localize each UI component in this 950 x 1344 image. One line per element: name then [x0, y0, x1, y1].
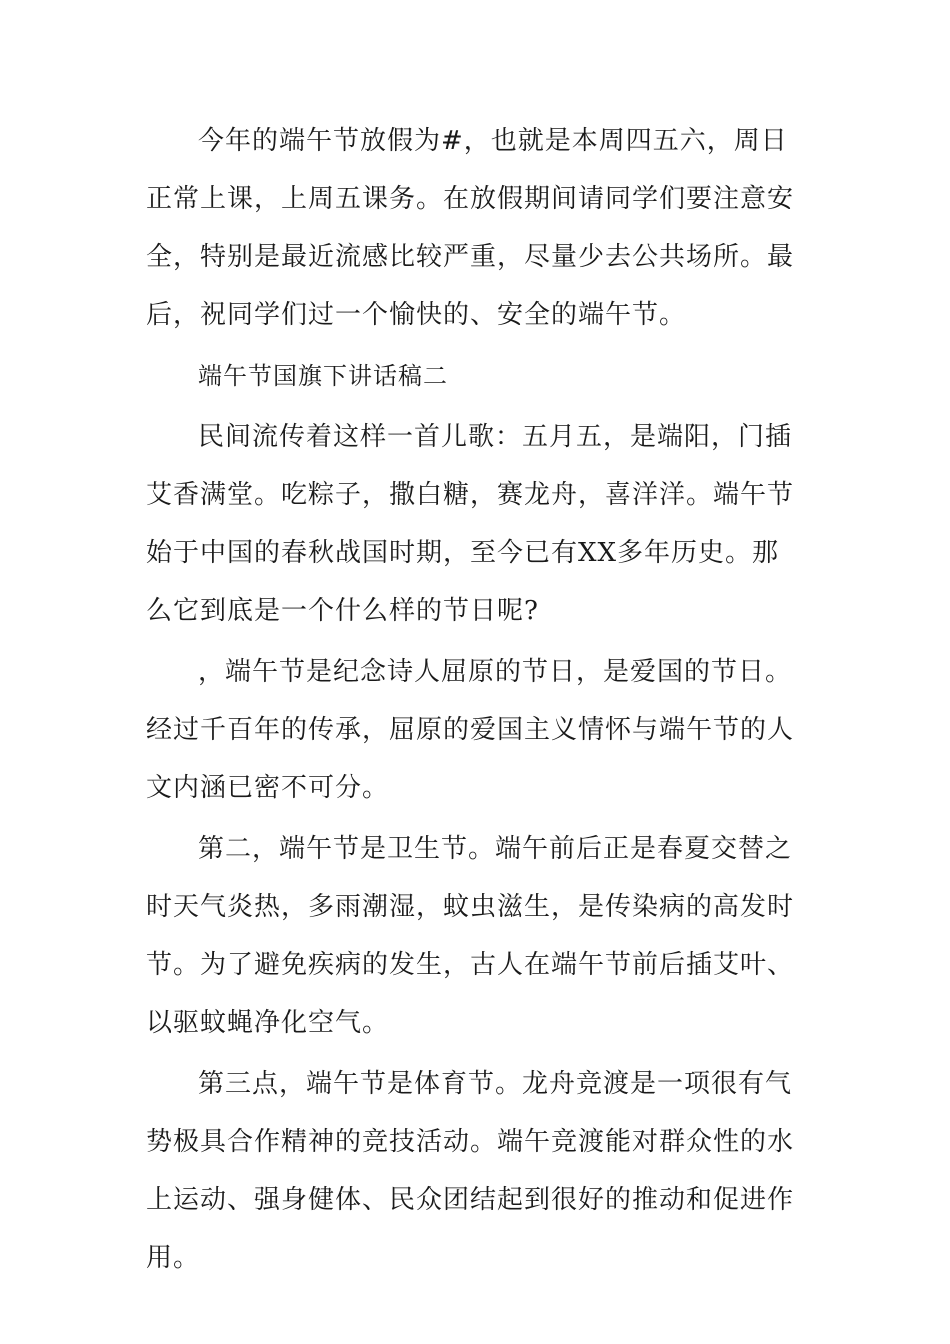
paragraph-patriotic-festival: ，端午节是纪念诗人屈原的节日，是爱国的节日。经过千百年的传承，屈原的爱国主义情怀与端午节的人文内涵已密不可分。: [146, 657, 795, 803]
paragraph-folk-song: 民间流传着这样一首儿歌：五月五，是端阳，门插艾香满堂。吃粽子，撒白糖，赛龙舟，喜洋洋。端午节始于中国的春秋战国时期，至今已有XX多年历史。那么它到底是一个什么样的节日呢?: [146, 422, 795, 626]
section-heading-speech-two: 端午节国旗下讲话稿二: [198, 362, 448, 390]
paragraph-holiday-notice: 今年的端午节放假为#，也就是本周四五六，周日正常上课，上周五课务。在放假期间请同学们要注意安全，特别是最近流感比较严重，尽量少去公共场所。最后，祝同学们过一个愉快的、安全的端午节。: [146, 126, 795, 330]
paragraph-hygiene-festival: 第二，端午节是卫生节。端午前后正是春夏交替之时天气炎热，多雨潮湿，蚊虫滋生，是传染病的高发时节。为了避免疾病的发生，古人在端午节前后插艾叶、以驱蚊蝇净化空气。: [146, 834, 795, 1038]
document-body: [146, 112, 806, 1290]
paragraph-sports-festival: 第三点，端午节是体育节。龙舟竞渡是一项很有气势极具合作精神的竞技活动。端午竞渡能对群众性的水上运动、强身健体、民众团结起到很好的推动和促进作用。: [146, 1069, 795, 1273]
